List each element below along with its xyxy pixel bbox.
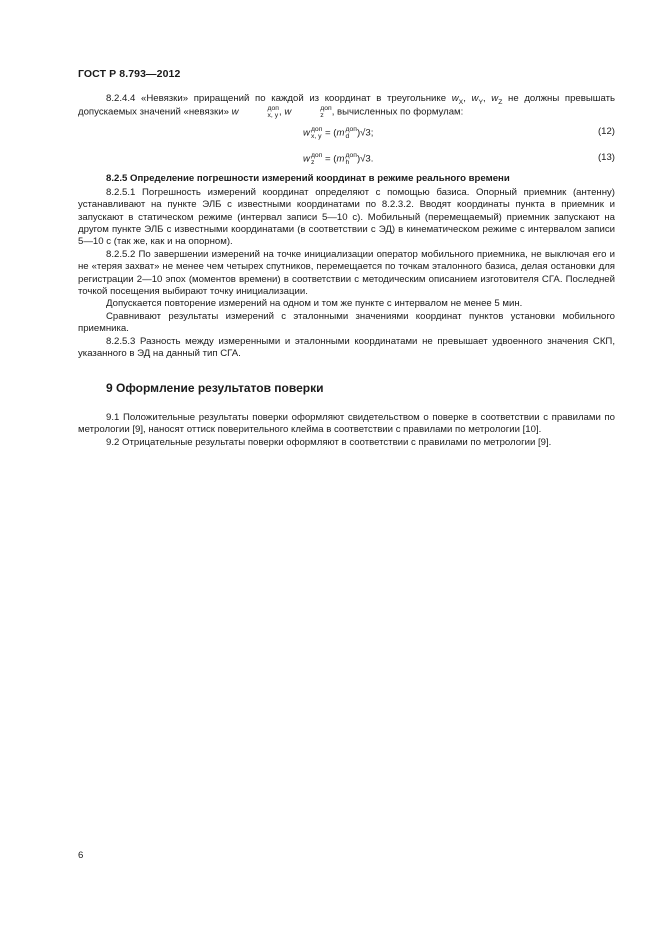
text-segment: , вычисленных по формулам: xyxy=(331,106,464,118)
math-subscript: z xyxy=(320,112,324,120)
paragraph-repeat: Допускается повторение измерений на одном и том же пункте с интервалом не менее 5 мин. xyxy=(106,298,523,310)
math-symbol: w xyxy=(303,127,310,139)
formula-12-expression xyxy=(303,126,373,140)
math-subscript: z xyxy=(310,159,315,167)
paragraph-8-2-5-3: 8.2.5.3 Разность между измеренными и эталонными координатами не превышает удвоенного значения СКП, указанного в ЭД на данный тип СГА. xyxy=(78,335,615,360)
math-superscript: доп xyxy=(345,126,357,134)
text-segment: , xyxy=(278,106,285,118)
text-segment: 8.2.4.4 «Невязки» приращений по каждой из координат в треугольнике xyxy=(106,93,452,104)
math-symbol: w xyxy=(451,93,459,104)
paragraph-8-2-4-4 xyxy=(78,93,615,119)
math-symbol: m xyxy=(336,153,345,165)
math-subscript: d xyxy=(345,133,350,141)
math-operator: ) xyxy=(356,127,361,139)
math-superscript: доп xyxy=(320,105,332,113)
formula-12-number: (12) xyxy=(597,126,615,138)
math-operator: = ( xyxy=(322,127,337,139)
document-body xyxy=(78,93,615,449)
math-subsup xyxy=(311,152,322,166)
text-segment: не должны превышать допускаемых значений «невязки» xyxy=(78,93,615,118)
text-segment: , xyxy=(463,93,472,104)
math-superscript: доп xyxy=(310,126,323,134)
math-subscript: x, y xyxy=(310,133,322,141)
math-subsup xyxy=(240,105,279,119)
paragraph-9-1: 9.1 Положительные результаты поверки оформляют свидетельством о поверке в соответствии с правилами по метрологии [9], наносят оттиск поверительного клейма в соответствии с правилами по метрологии [10]. xyxy=(78,411,615,436)
math-subsup xyxy=(346,152,357,166)
math-operator: = ( xyxy=(322,153,337,165)
math-subscript: x, y xyxy=(267,112,279,120)
math-root: √3 xyxy=(360,127,371,139)
math-symbol: w xyxy=(491,93,499,104)
math-superscript: доп xyxy=(310,152,323,160)
math-subsup xyxy=(292,105,331,119)
math-subscript: h xyxy=(345,159,350,167)
math-symbol: w xyxy=(284,106,292,118)
math-subscript: X xyxy=(458,98,464,106)
formula-12 xyxy=(78,119,615,145)
math-subscript: Y xyxy=(478,98,483,106)
math-operator: ) xyxy=(356,153,361,165)
page-number: 6 xyxy=(78,850,84,861)
math-operator: . xyxy=(370,153,374,165)
document-header: ГОСТ Р 8.793—2012 xyxy=(78,68,181,80)
math-symbol: w xyxy=(303,153,310,165)
paragraph-8-2-5-1: 8.2.5.1 Погрешность измерений координат определяют с помощью базиса. Опорный приемник (антенну) устанавливают на пункте ЭЛБ с известными координатами по 8.2.3.2. Вводят координаты пункта в приемник и запускают в статическом режиме (интервал записи 5—10 с). Мобильный (перемещаемый) приемник запускают на другом пункте ЭЛБ с известными координатами (в соответствии с ЭД) в кинематическом режиме с интервалом записи 5—10 с (так же, как и на опорном). xyxy=(78,186,615,248)
math-root: √3 xyxy=(360,153,371,165)
paragraph-9-2: 9.2 Отрицательные результаты поверки оформляют в соответствии с правилами по метрологии [9]. xyxy=(106,436,552,448)
math-subscript: Z xyxy=(498,98,503,106)
math-operator: ; xyxy=(370,127,374,139)
math-symbol: m xyxy=(336,127,345,139)
section-heading-9: 9 Оформление результатов поверки xyxy=(106,380,324,395)
math-superscript: доп xyxy=(345,152,357,160)
text-segment: , xyxy=(482,93,492,104)
math-superscript: доп xyxy=(267,105,279,113)
paragraph-compare: Сравнивают результаты измерений с эталонными значениями координат пунктов установки мобильного приемника. xyxy=(78,310,615,335)
paragraph-8-2-5-2: 8.2.5.2 По завершении измерений на точке инициализации оператор мобильного приемника, не выключая его и не «теряя захват» не менее чем четырех спутников, перемещается по точкам эталонного базиса, делая остановки для регистрации 2—10 эпох (моментов времени) в соответствии с методическим описанием изготовителя СГА. Последней точкой посещения выбирают точку инициализации. xyxy=(78,248,615,298)
math-subsup xyxy=(346,126,357,140)
math-symbol: w xyxy=(471,93,479,104)
formula-13-expression xyxy=(303,152,373,166)
formula-13-number: (13) xyxy=(597,152,615,164)
math-symbol: w xyxy=(231,106,239,118)
math-subsup xyxy=(311,126,322,140)
formula-13 xyxy=(78,145,615,171)
section-heading-8-2-5: 8.2.5 Определение погрешности измерений координат в режиме реального времени xyxy=(106,173,510,185)
